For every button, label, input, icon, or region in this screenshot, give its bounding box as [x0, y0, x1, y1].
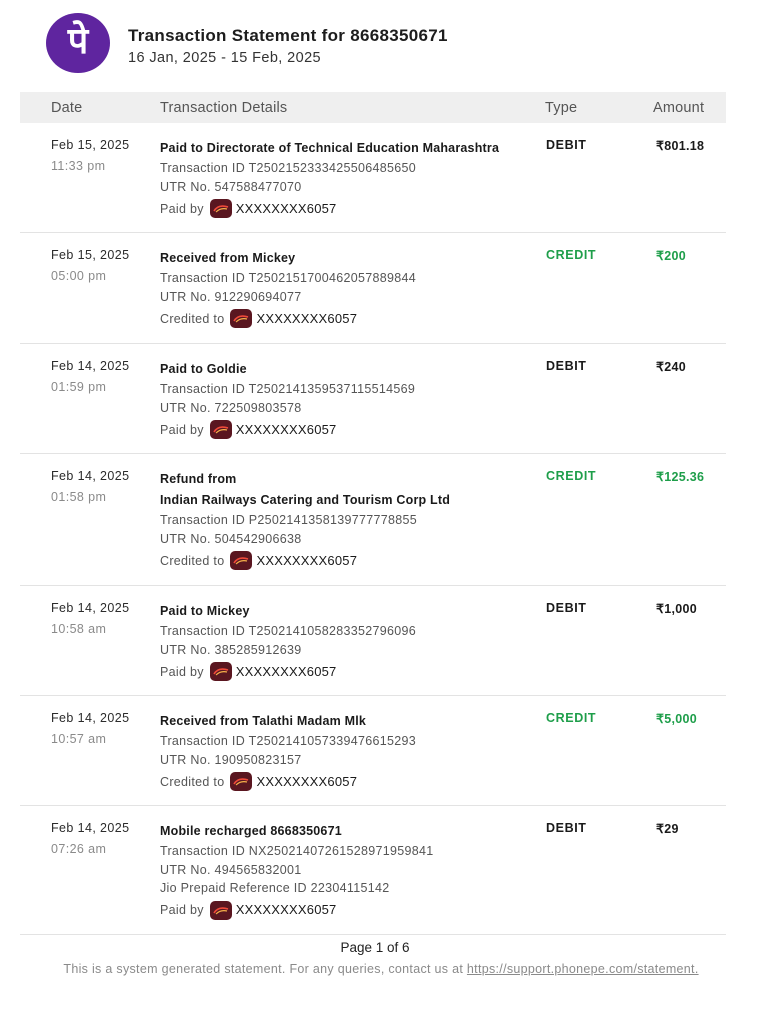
account-label: Paid by [160, 903, 204, 918]
bank-logo-icon [210, 199, 232, 218]
column-header-amount: Amount [653, 100, 705, 116]
transaction-details [160, 601, 530, 682]
account-label: Paid by [160, 201, 204, 216]
transaction-details [160, 359, 530, 440]
transaction-row[interactable] [20, 344, 726, 454]
transaction-time: 01:58 pm [51, 490, 107, 504]
transaction-date: Feb 14, 2025 [51, 469, 130, 483]
account-label: Credited to [160, 553, 225, 568]
column-header-type: Type [545, 100, 578, 116]
transaction-title: Paid to Mickey [160, 604, 250, 618]
transaction-date: Feb 15, 2025 [51, 248, 130, 262]
transaction-amount: ₹29 [656, 822, 679, 836]
statement-title: Transaction Statement for 8668350671 [128, 26, 448, 45]
reference-id: Jio Prepaid Reference ID 22304115142 [160, 881, 390, 895]
transaction-type: CREDIT [546, 711, 597, 725]
bank-logo-icon [210, 420, 232, 439]
transaction-date: Feb 14, 2025 [51, 601, 130, 615]
transaction-amount: ₹240 [656, 360, 687, 374]
transaction-id: Transaction ID T2502151700462057889844 [160, 271, 417, 285]
account-line [160, 770, 530, 792]
transaction-type: DEBIT [546, 359, 587, 373]
transaction-type: CREDIT [546, 469, 597, 483]
transaction-details [160, 821, 530, 921]
transaction-time: 05:00 pm [51, 269, 107, 283]
utr-number: UTR No. 385285912639 [160, 642, 302, 657]
transaction-title: Paid to Goldie [160, 362, 247, 376]
bank-logo-icon [210, 662, 232, 681]
transaction-list [20, 123, 726, 935]
transaction-time: 11:33 pm [51, 159, 106, 173]
transaction-row[interactable] [20, 454, 726, 586]
account-line [160, 307, 530, 329]
transaction-date: Feb 15, 2025 [51, 138, 130, 152]
transaction-title: Received from Mickey [160, 251, 296, 265]
transaction-amount: ₹5,000 [656, 712, 698, 726]
bank-logo-icon [230, 772, 252, 791]
column-header-date: Date [51, 100, 83, 116]
transaction-details [160, 248, 530, 329]
transaction-id: Transaction ID T2502141058283352796096 [160, 624, 417, 638]
transaction-date: Feb 14, 2025 [51, 359, 130, 373]
support-link[interactable]: https://support.phonepe.com/statement. [466, 962, 699, 976]
utr-number: UTR No. 547588477070 [160, 179, 302, 194]
utr-number: UTR No. 190950823157 [160, 752, 302, 767]
column-header-details: Transaction Details [160, 100, 288, 116]
account-line [160, 197, 530, 219]
transaction-date: Feb 14, 2025 [51, 821, 130, 835]
transaction-row[interactable] [20, 806, 726, 935]
transaction-title: Received from Talathi Madam Mlk [160, 714, 367, 728]
account-line [160, 549, 530, 571]
transaction-time: 10:57 am [51, 732, 107, 746]
transaction-id: Transaction ID P2502141358139777778855 [160, 513, 417, 527]
utr-number: UTR No. 504542906638 [160, 531, 302, 546]
account-label: Paid by [160, 664, 204, 679]
footer-text: This is a system generated statement. For any queries, contact us at [63, 962, 467, 976]
phonepe-logo-icon: पे [46, 13, 110, 73]
transaction-title: Mobile recharged 8668350671 [160, 824, 342, 838]
account-label: Credited to [160, 774, 225, 789]
transaction-id: Transaction ID NX25021407261528971959841 [160, 844, 434, 858]
transaction-type: DEBIT [546, 138, 587, 152]
utr-number: UTR No. 912290694077 [160, 289, 302, 304]
account-number: XXXXXXXX6057 [256, 773, 358, 789]
transaction-date: Feb 14, 2025 [51, 711, 130, 725]
transaction-time: 07:26 am [51, 842, 107, 856]
transaction-row[interactable] [20, 696, 726, 806]
bank-logo-icon [230, 309, 252, 328]
bank-logo-icon [210, 901, 232, 920]
transaction-amount: ₹801.18 [656, 139, 705, 153]
footer-note [0, 962, 762, 976]
transaction-title: Indian Railways Catering and Tourism Corp Ltd [160, 493, 451, 507]
account-line [160, 418, 530, 440]
transaction-details [160, 138, 530, 219]
account-line [160, 899, 530, 921]
transaction-type: CREDIT [546, 248, 597, 262]
transaction-id: Transaction ID T2502141359537115514569 [160, 382, 416, 396]
transaction-amount: ₹1,000 [656, 602, 698, 616]
transaction-row[interactable] [20, 123, 726, 233]
statement-period: 16 Jan, 2025 - 15 Feb, 2025 [128, 50, 321, 66]
transaction-id: Transaction ID T2502152333425506485650 [160, 161, 417, 175]
transaction-title: Paid to Directorate of Technical Education Maharashtra [160, 141, 500, 155]
table-header [20, 92, 726, 123]
bank-logo-icon [230, 551, 252, 570]
account-number: XXXXXXXX6057 [256, 310, 358, 326]
transaction-row[interactable] [20, 233, 726, 344]
transaction-id: Transaction ID T2502141057339476615293 [160, 734, 417, 748]
account-number: XXXXXXXX6057 [235, 421, 337, 437]
transaction-amount: ₹200 [656, 249, 687, 263]
transaction-time: 10:58 am [51, 622, 107, 636]
account-number: XXXXXXXX6057 [235, 663, 337, 679]
transaction-time: 01:59 pm [51, 380, 107, 394]
account-number: XXXXXXXX6057 [235, 200, 337, 216]
transaction-title: Refund from [160, 472, 237, 486]
page-number: Page 1 of 6 [340, 940, 410, 955]
utr-number: UTR No. 722509803578 [160, 400, 302, 415]
transaction-row[interactable] [20, 586, 726, 696]
account-number: XXXXXXXX6057 [256, 552, 358, 568]
account-label: Paid by [160, 422, 204, 437]
transaction-type: DEBIT [546, 601, 587, 615]
transaction-details [160, 469, 530, 571]
transaction-amount: ₹125.36 [656, 470, 705, 484]
transaction-type: DEBIT [546, 821, 587, 835]
transaction-details [160, 711, 530, 792]
account-label: Credited to [160, 311, 225, 326]
utr-number: UTR No. 494565832001 [160, 862, 302, 877]
account-line [160, 660, 530, 682]
account-number: XXXXXXXX6057 [235, 902, 337, 918]
